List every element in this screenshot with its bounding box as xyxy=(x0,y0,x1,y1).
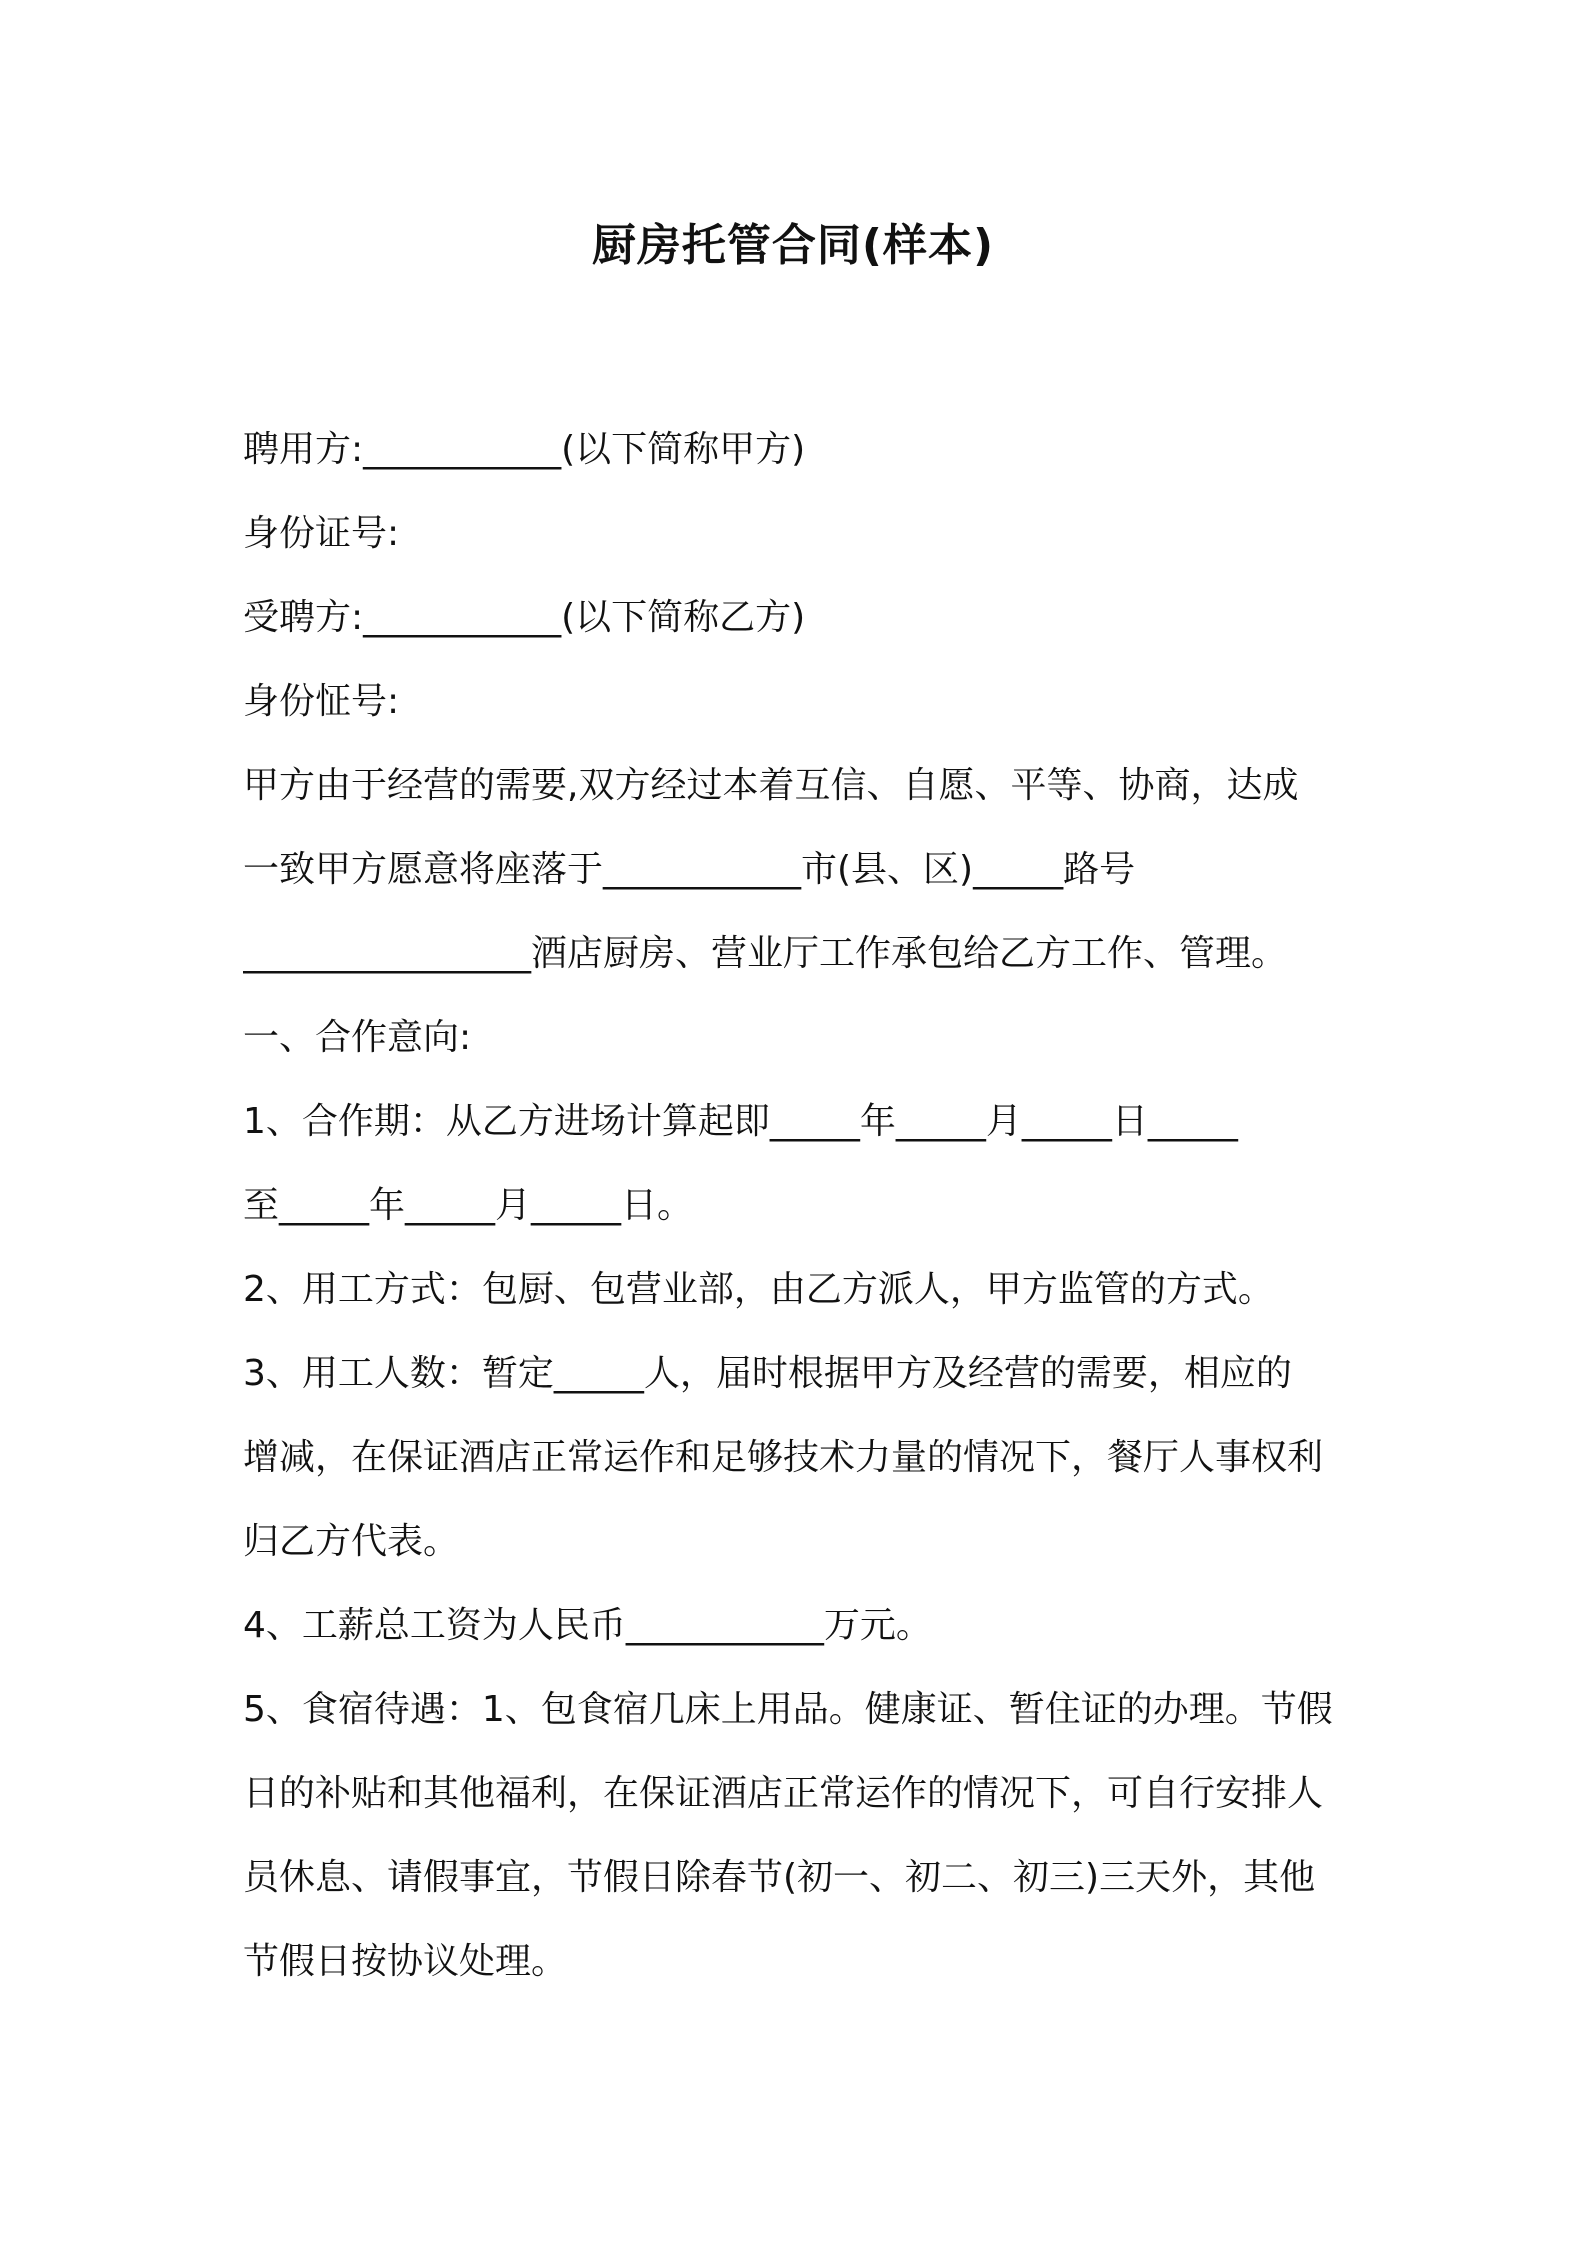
clause-3-line-2: 增减，在保证酒店正常运作和足够技术力量的情况下，餐厅人事权利 xyxy=(243,1437,1324,1478)
clause-1-line-1: 1、合作期：从乙方进场计算起即_____年_____月_____日_____ xyxy=(243,1101,1238,1142)
clause-5-line-4: 节假日按协议处理。 xyxy=(243,1941,568,1982)
clause-2-line-1: 2、用工方式：包厨、包营业部，由乙方派人，甲方监管的方式。 xyxy=(243,1269,1274,1310)
hiring-party-line: 聘用方:___________(以下简称甲方) xyxy=(243,429,806,470)
clause-4-line-1: 4、工薪总工资为人民币___________万元。 xyxy=(243,1605,932,1646)
clause-3-line-3: 归乙方代表。 xyxy=(243,1521,460,1562)
document-body xyxy=(243,408,1363,2004)
clause-5-line-2: 日的补贴和其他福利，在保证酒店正常运作的情况下，可自行安排人 xyxy=(243,1773,1324,1814)
section-heading-cooperation: 一、合作意向: xyxy=(243,1017,472,1058)
clause-5-line-3: 员休息、请假事宜，节假日除春节(初一、初二、初三)三天外，其他 xyxy=(243,1857,1316,1898)
clause-5-line-1: 5、食宿待遇：1、包食宿几床上用品。健康证、暂住证的办理。节假 xyxy=(243,1689,1333,1730)
intro-paragraph-line-2: 一致甲方愿意将座落于___________市(县、区)_____路号 xyxy=(243,849,1136,890)
intro-paragraph-line-3: ________________酒店厨房、营业厅工作承包给乙方工作、管理。 xyxy=(243,933,1288,974)
intro-paragraph-line-1: 甲方由于经营的需要,双方经过本着互信、自愿、平等、协商，达成 xyxy=(243,765,1299,806)
clause-1-line-2: 至_____年_____月_____日。 xyxy=(243,1185,694,1226)
hiring-party-id-line: 身份证号: xyxy=(243,513,400,554)
clause-3-line-1: 3、用工人数：暂定_____人，届时根据甲方及经营的需要，相应的 xyxy=(243,1353,1292,1394)
hired-party-line: 受聘方:___________(以下简称乙方) xyxy=(243,597,806,638)
document-title: 厨房托管合同(样本) xyxy=(591,220,995,271)
hired-party-id-line: 身份怔号: xyxy=(243,681,400,722)
